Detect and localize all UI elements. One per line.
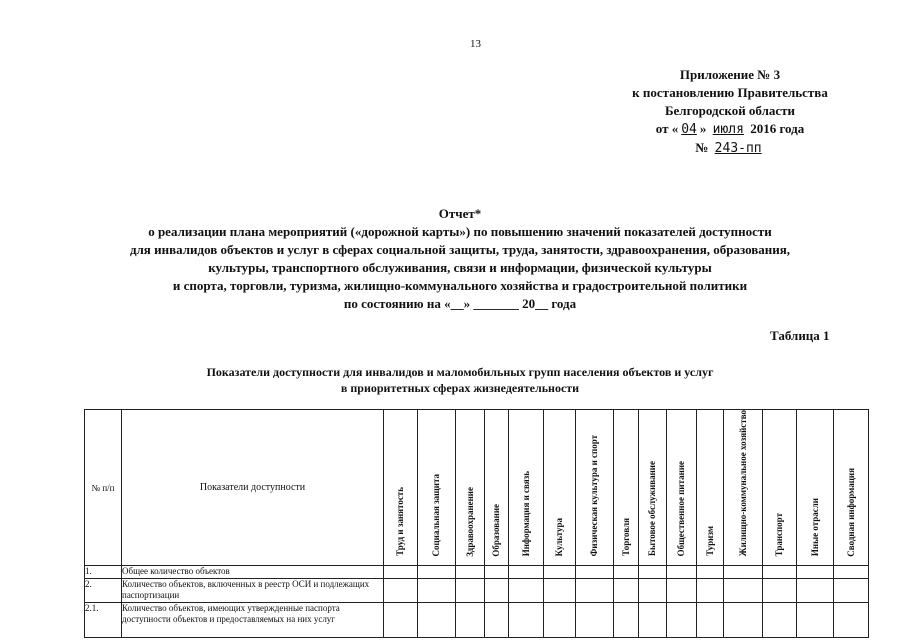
table-label: Таблица 1 bbox=[770, 328, 830, 343]
appendix-block bbox=[600, 66, 860, 158]
report-line-2: для инвалидов объектов и услуг в сферах социальной защиты, труда, занятости, здравоохранения, образования, bbox=[129, 242, 791, 257]
value-cell bbox=[724, 579, 763, 603]
value-cell bbox=[384, 579, 418, 603]
header-indicator: Показатели доступности bbox=[122, 410, 384, 566]
value-cell bbox=[509, 603, 544, 638]
value-cell bbox=[834, 579, 869, 603]
appendix-region: Белгородской области bbox=[664, 103, 796, 118]
date-month: июля bbox=[712, 122, 744, 137]
header-num: № п/п bbox=[85, 410, 122, 566]
report-line-5: по состоянию на «__» _______ 20__ года bbox=[343, 296, 577, 311]
header-sector bbox=[418, 410, 456, 566]
header-sector-label: Труд и занятость bbox=[395, 487, 405, 557]
value-cell bbox=[614, 566, 639, 579]
value-cell bbox=[456, 566, 485, 579]
value-cell bbox=[667, 566, 697, 579]
table-header-row bbox=[85, 410, 869, 566]
header-sector-label: Здравоохранение bbox=[464, 486, 475, 557]
value-cell bbox=[667, 579, 697, 603]
value-cell bbox=[763, 566, 797, 579]
header-sector-label: Образование bbox=[491, 503, 501, 557]
header-sector-label: Иные отрасли bbox=[809, 498, 820, 557]
value-cell bbox=[544, 603, 576, 638]
number-prefix: № bbox=[695, 140, 709, 155]
header-sector-label: Культура bbox=[554, 517, 564, 557]
value-cell bbox=[485, 579, 509, 603]
value-cell bbox=[418, 566, 456, 579]
value-cell bbox=[697, 579, 724, 603]
header-sector bbox=[667, 410, 697, 566]
value-cell bbox=[544, 566, 576, 579]
value-cell bbox=[485, 566, 509, 579]
table-row bbox=[85, 603, 869, 638]
page-number: 13 bbox=[470, 38, 481, 50]
value-cell bbox=[763, 603, 797, 638]
value-cell bbox=[576, 566, 614, 579]
value-cell bbox=[639, 603, 667, 638]
row-number: 2. bbox=[85, 579, 122, 603]
value-cell bbox=[418, 603, 456, 638]
value-cell bbox=[797, 566, 834, 579]
date-year: 2016 года bbox=[750, 121, 805, 136]
value-cell bbox=[509, 579, 544, 603]
header-sector bbox=[614, 410, 639, 566]
header-sector bbox=[456, 410, 485, 566]
appendix-date bbox=[600, 120, 860, 139]
header-sector-label: Бытовое обслуживание bbox=[647, 461, 657, 557]
value-cell bbox=[724, 566, 763, 579]
value-cell bbox=[576, 579, 614, 603]
value-cell bbox=[834, 603, 869, 638]
row-indicator: Количество объектов, включенных в реестр ОСИ и подлежащих паспортизации bbox=[122, 579, 384, 603]
row-indicator: Общее количество объектов bbox=[122, 566, 384, 579]
value-cell bbox=[667, 603, 697, 638]
header-sector-label: Социальная защита bbox=[431, 473, 441, 557]
date-day: 04 bbox=[681, 122, 697, 137]
header-sector-label: Общественное питание bbox=[676, 460, 686, 557]
value-cell bbox=[724, 603, 763, 638]
date-prefix: от « bbox=[655, 121, 679, 136]
report-line-1: о реализации плана мероприятий («дорожной карты») по повышению значений показателей доступности bbox=[148, 224, 772, 239]
header-sector bbox=[697, 410, 724, 566]
appendix-title: Приложение № 3 bbox=[679, 67, 781, 82]
value-cell bbox=[639, 566, 667, 579]
value-cell bbox=[614, 603, 639, 638]
header-sector bbox=[639, 410, 667, 566]
value-cell bbox=[509, 566, 544, 579]
value-cell bbox=[697, 603, 724, 638]
header-sector-label: Туризм bbox=[704, 526, 715, 557]
value-cell bbox=[614, 579, 639, 603]
row-indicator: Количество объектов, имеющих утвержденные паспорта доступности объектов и предоставляемых на них услуг bbox=[122, 603, 384, 638]
report-heading bbox=[40, 205, 880, 313]
table-row bbox=[85, 579, 869, 603]
header-sector bbox=[834, 410, 869, 566]
value-cell bbox=[456, 579, 485, 603]
header-sector bbox=[384, 410, 418, 566]
value-cell bbox=[418, 579, 456, 603]
value-cell bbox=[763, 579, 797, 603]
report-title: Отчет* bbox=[438, 206, 482, 221]
header-sector bbox=[724, 410, 763, 566]
value-cell bbox=[576, 603, 614, 638]
report-line-4: и спорта, торговли, туризма, жилищно-коммунального хозяйства и градостроительной политики bbox=[172, 278, 748, 293]
table-caption-line-1: Показатели доступности для инвалидов и маломобильных групп населения объектов и услуг bbox=[206, 365, 714, 379]
appendix-resolution: к постановлению Правительства bbox=[632, 85, 828, 100]
header-sector bbox=[485, 410, 509, 566]
appendix-number bbox=[600, 139, 860, 158]
report-line-3: культуры, транспортного обслуживания, связи и информации, физической культуры bbox=[208, 260, 712, 275]
row-number: 1. bbox=[85, 566, 122, 579]
value-cell bbox=[544, 579, 576, 603]
value-cell bbox=[797, 579, 834, 603]
header-sector-label: Торговля bbox=[620, 518, 631, 557]
header-sector bbox=[763, 410, 797, 566]
value-cell bbox=[384, 603, 418, 638]
header-sector bbox=[576, 410, 614, 566]
table-row bbox=[85, 566, 869, 579]
header-sector bbox=[509, 410, 544, 566]
header-sector-label: Сводная информация bbox=[845, 467, 856, 557]
indicators-table bbox=[84, 409, 869, 638]
value-cell bbox=[485, 603, 509, 638]
header-sector-label: Информация и связь bbox=[520, 471, 531, 557]
date-mid: » bbox=[699, 121, 707, 136]
table-caption-line-2: в приоритетных сферах жизнедеятельности bbox=[340, 381, 580, 395]
value-cell bbox=[639, 579, 667, 603]
value-cell bbox=[456, 603, 485, 638]
header-sector-label: Жилищно-коммунальное хозяйство bbox=[737, 410, 748, 557]
header-sector bbox=[544, 410, 576, 566]
value-cell bbox=[697, 566, 724, 579]
header-sector-label: Физическая культура и спорт bbox=[589, 434, 599, 557]
value-cell bbox=[834, 566, 869, 579]
table-caption bbox=[140, 364, 780, 396]
number-value: 243-пп bbox=[714, 141, 762, 156]
row-number: 2.1. bbox=[85, 603, 122, 638]
header-sector bbox=[797, 410, 834, 566]
value-cell bbox=[384, 566, 418, 579]
value-cell bbox=[797, 603, 834, 638]
header-sector-label: Транспорт bbox=[774, 512, 784, 557]
